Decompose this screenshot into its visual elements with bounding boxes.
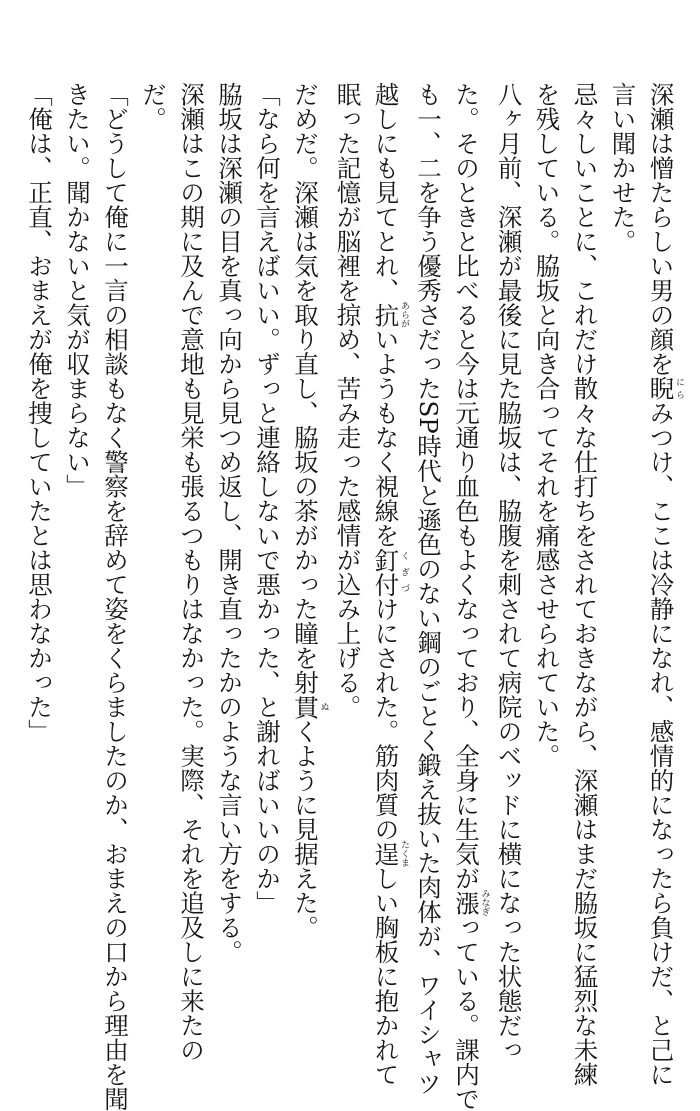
text-segment: きたい。聞かないと気が収まらない」	[63, 82, 92, 499]
text-segment: しい胸板に抱かれて	[371, 866, 401, 1087]
ruby-annotated-word	[371, 301, 409, 329]
ruby-reading: みなぎ	[479, 889, 490, 917]
text-segment: 深瀬はこの期に及んで意地も見栄も張るつもりはなかった。実際、それを追及しに来たの	[177, 82, 206, 1062]
text-line	[134, 82, 172, 982]
text-line	[409, 82, 447, 1096]
text-line	[210, 82, 248, 982]
ruby-base-text: 睨	[646, 376, 676, 401]
text-line	[248, 82, 286, 982]
text-line	[172, 82, 210, 1062]
ruby-annotated-word	[646, 376, 684, 401]
ruby-base-text: 漲	[452, 889, 481, 917]
text-segment: 言い聞かせた。	[608, 82, 638, 254]
text-segment: いようもなく視線を	[371, 327, 401, 548]
text-segment: 「なら何を言えばいい。ずっと連絡しないで悪かった、と謝ればいいのか」	[253, 82, 282, 915]
text-segment: みつけ、ここは冷静になれ、感情的になったら負けだ、と己に	[646, 400, 676, 1087]
text-line	[566, 82, 604, 1087]
text-line	[642, 82, 685, 1087]
text-segment: 眠った記憶が脳裡を掠め、苦み走った感情が込み上げる。	[333, 82, 363, 719]
ruby-base-text: 釘付	[371, 547, 401, 597]
ruby-reading: くぎづ	[399, 547, 409, 597]
text-line	[20, 82, 58, 982]
ruby-annotated-word	[371, 547, 409, 597]
text-line	[604, 82, 642, 982]
ruby-reading: にら	[674, 376, 684, 401]
ruby-annotated-word	[452, 889, 490, 917]
vertical-text-block	[12, 82, 684, 1111]
text-segment: っている。課内で	[452, 915, 481, 1111]
ruby-base-text: 逞	[371, 840, 401, 868]
ruby-annotated-word	[291, 694, 329, 720]
text-segment: た。そのときと比べると今は元通り血色もよくなっており、全身に生気が	[452, 82, 481, 891]
text-line	[528, 82, 566, 982]
ruby-reading: あらが	[399, 301, 409, 329]
text-segment: 脇坂は深瀬の目を真っ向から見つめ返し、開き直ったかのような言い方をする。	[215, 82, 244, 964]
text-line	[58, 82, 96, 982]
text-segment: 越しにも見てとれ、	[371, 82, 401, 303]
text-segment: 忌々しいことに、これだけ散々な仕打ちをされておきながら、深瀬はまだ脇坂に猛烈な未練	[570, 82, 600, 1087]
text-line	[96, 82, 134, 1111]
ruby-base-text: 貫	[291, 694, 320, 719]
ruby-reading: ぬ	[318, 694, 329, 719]
text-segment: 「どうして俺に一言の相談もなく警察を辞めて姿をくらましたのか、おまえの口から理由を聞	[101, 82, 130, 1111]
text-line	[329, 82, 367, 982]
ruby-annotated-word	[371, 840, 409, 868]
text-segment: けにされた。筋肉質の	[371, 596, 401, 842]
text-segment: くように見据えた。	[291, 719, 320, 940]
text-segment: だめだ。深瀬は気を取り直し、脇坂の茶がかった瞳を射	[291, 82, 320, 695]
ruby-base-text: 抗	[371, 301, 401, 329]
text-segment: 深瀬は憎たらしい男の顔を	[646, 82, 676, 376]
text-line	[367, 82, 410, 1087]
text-line	[490, 82, 528, 1062]
text-line	[447, 82, 490, 1111]
text-segment: を残している。脇坂と向き合ってそれを痛感させられていた。	[532, 82, 562, 768]
text-segment: だ。	[139, 82, 168, 131]
text-segment: も一、二を争う優秀さだったSP時代と遜色のない鋼のごとく鍛え抜いた肉体が、ワイシャツ	[414, 82, 443, 1096]
text-segment: 「俺は、正直、おまえが俺を捜していたとは思わなかった」	[25, 82, 54, 744]
text-segment: 八ヶ月前、深瀬が最後に見た脇坂は、脇腹を刺されて病院のベッドに横になった状態だっ	[494, 82, 524, 1062]
ruby-reading: たくま	[399, 840, 409, 868]
text-line	[286, 82, 329, 982]
